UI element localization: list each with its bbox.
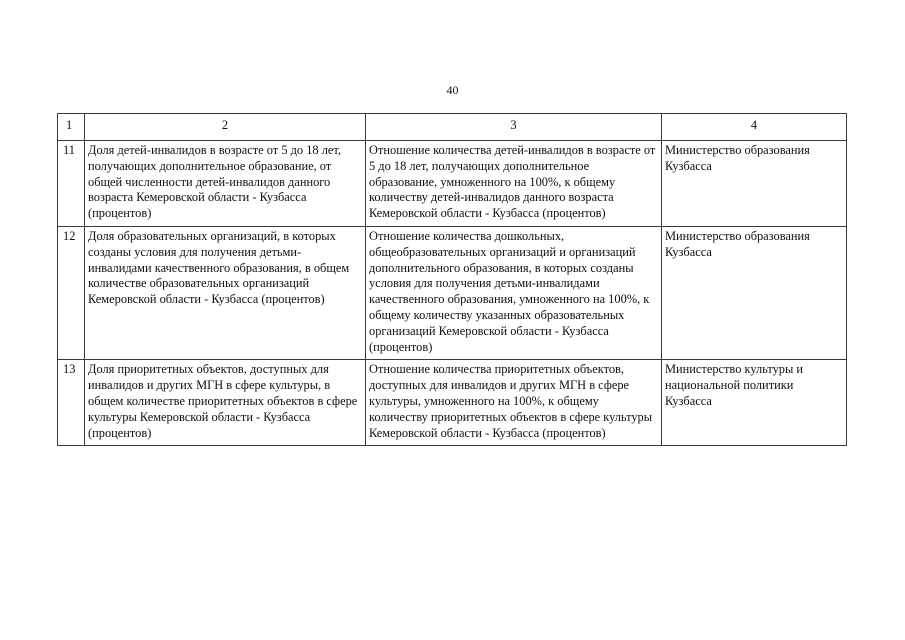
responsible-cell: Министерство образования Кузбасса	[662, 226, 847, 359]
indicator-cell: Доля детей-инвалидов в возрасте от 5 до 18 лет, получающих дополнительное образование, от общей численности детей-инвалидов данного возраста Кемеровской области - Кузбасса (процентов)	[85, 141, 366, 227]
column-header-1: 1	[58, 114, 85, 141]
method-cell: Отношение количества детей-инвалидов в возрасте от 5 до 18 лет, получающих дополнительное образование, умноженного на 100%, к общему количеству детей-инвалидов данного возраста Кемеровской области - Кузбасса (процентов)	[366, 141, 662, 227]
page-number: 40	[446, 83, 459, 97]
method-cell: Отношение количества приоритетных объектов, доступных для инвалидов и других МГН в сфере культуры, умноженного на 100%, к общему количеству приоритетных объектов в сфере культуры Кемеровской области - Кузбасса (процентов)	[366, 360, 662, 446]
column-header-4: 4	[662, 114, 847, 141]
column-header-3: 3	[366, 114, 662, 141]
table-header-row	[58, 114, 847, 141]
row-number: 13	[58, 360, 85, 446]
table-row	[58, 226, 847, 359]
table-row	[58, 141, 847, 227]
method-cell: Отношение количества дошкольных, общеобразовательных организаций и организаций дополнительного образования, в которых созданы условия для получения детьми-инвалидами качественного образования, умноженного на 100%, к общему количеству указанных образовательных организаций Кемеровской области - Кузбасса (процентов)	[366, 226, 662, 359]
indicators-table	[57, 113, 847, 446]
responsible-cell: Министерство образования Кузбасса	[662, 141, 847, 227]
indicator-cell: Доля образовательных организаций, в которых созданы условия для получения детьми-инвалидами качественного образования, в общем количестве образовательных организаций Кемеровской области - Кузбасса (процентов)	[85, 226, 366, 359]
indicator-cell: Доля приоритетных объектов, доступных для инвалидов и других МГН в сфере культуры, в общем количестве приоритетных объектов в сфере культуры Кемеровской области - Кузбасса (процентов)	[85, 360, 366, 446]
column-header-2: 2	[85, 114, 366, 141]
row-number: 12	[58, 226, 85, 359]
responsible-cell: Министерство культуры и национальной политики Кузбасса	[662, 360, 847, 446]
row-number: 11	[58, 141, 85, 227]
table-row	[58, 360, 847, 446]
